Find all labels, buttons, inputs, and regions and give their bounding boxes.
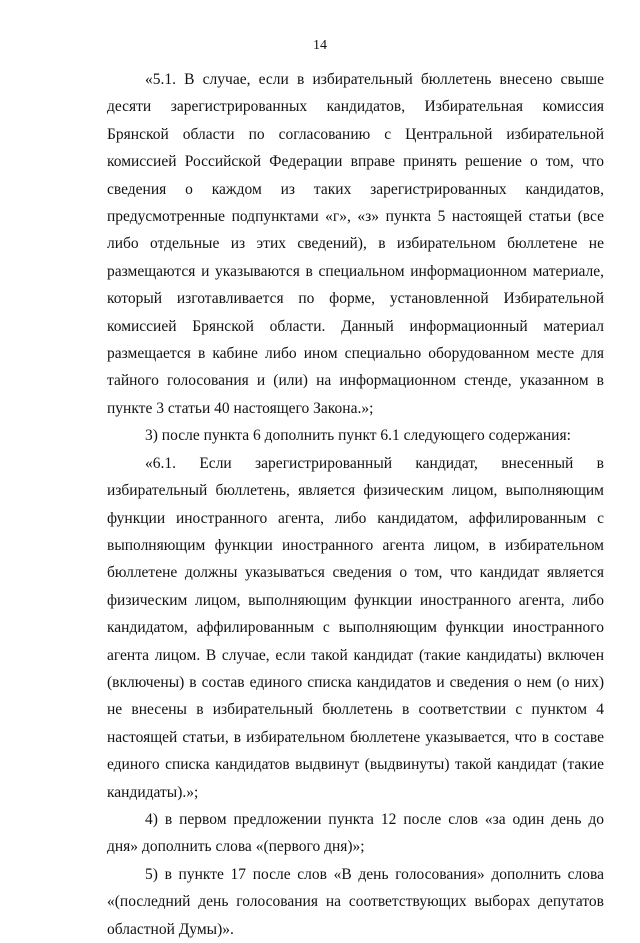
paragraph-5-1: «5.1. В случае, если в избирательный бюллетень внесено свыше десяти зарегистрированных кандидатов, Избирательная комиссия Брянской области по согласованию с Центральной избирательной комиссией Российской Федерации вправе принять решение о том, что сведения о каждом из таких зарегистрированных кандидатов, предусмотренные подпунктами «г», «з» пункта 5 настоящей статьи (все либо отдельные из этих сведений), в избирательном бюллетене не размещаются и указываются в специальном информационном материале, который изготавливается по форме, установленной Избирательной комиссией Брянской области. Данный информационный материал размещается в кабине либо ином специально оборудованном месте для тайного голосования и (или) на информационном стенде, указанном в пункте 3 статьи 40 настоящего Закона.»; <box>107 71 604 417</box>
page-number: 14 <box>313 38 327 53</box>
paragraph-item-4: 4) в первом предложении пункта 12 после слов «за один день до дня» дополнить слова «(первого дня)»; <box>107 810 604 856</box>
paragraph-item-5: 5) в пункте 17 после слов «В день голосования» дополнить слова «(последний день голосования на соответствующих выборах депутатов областной Думы)». <box>107 865 604 938</box>
document-body <box>107 66 604 943</box>
paragraph-item-3: 3) после пункта 6 дополнить пункт 6.1 следующего содержания: <box>145 427 571 445</box>
paragraph-6-1: «6.1. Если зарегистрированный кандидат, внесенный в избирательный бюллетень, является физическим лицом, выполняющим функции иностранного агента, либо кандидатом, аффилированным с выполняющим функции иностранного агента лицом, в избирательном бюллетене должны указываться сведения о том, что кандидат является физическим лицом, выполняющим функции иностранного агента, либо кандидатом, аффилированным с выполняющим функции иностранного агента лицом. В случае, если такой кандидат (такие кандидаты) включен (включены) в состав единого списка кандидатов и сведения о нем (о них) не внесены в избирательный бюллетень в соответствии с пунктом 4 настоящей статьи, в избирательном бюллетене указывается, что в составе единого списка кандидатов выдвинут (выдвинуты) такой кандидат (такие кандидаты).»; <box>107 454 604 801</box>
